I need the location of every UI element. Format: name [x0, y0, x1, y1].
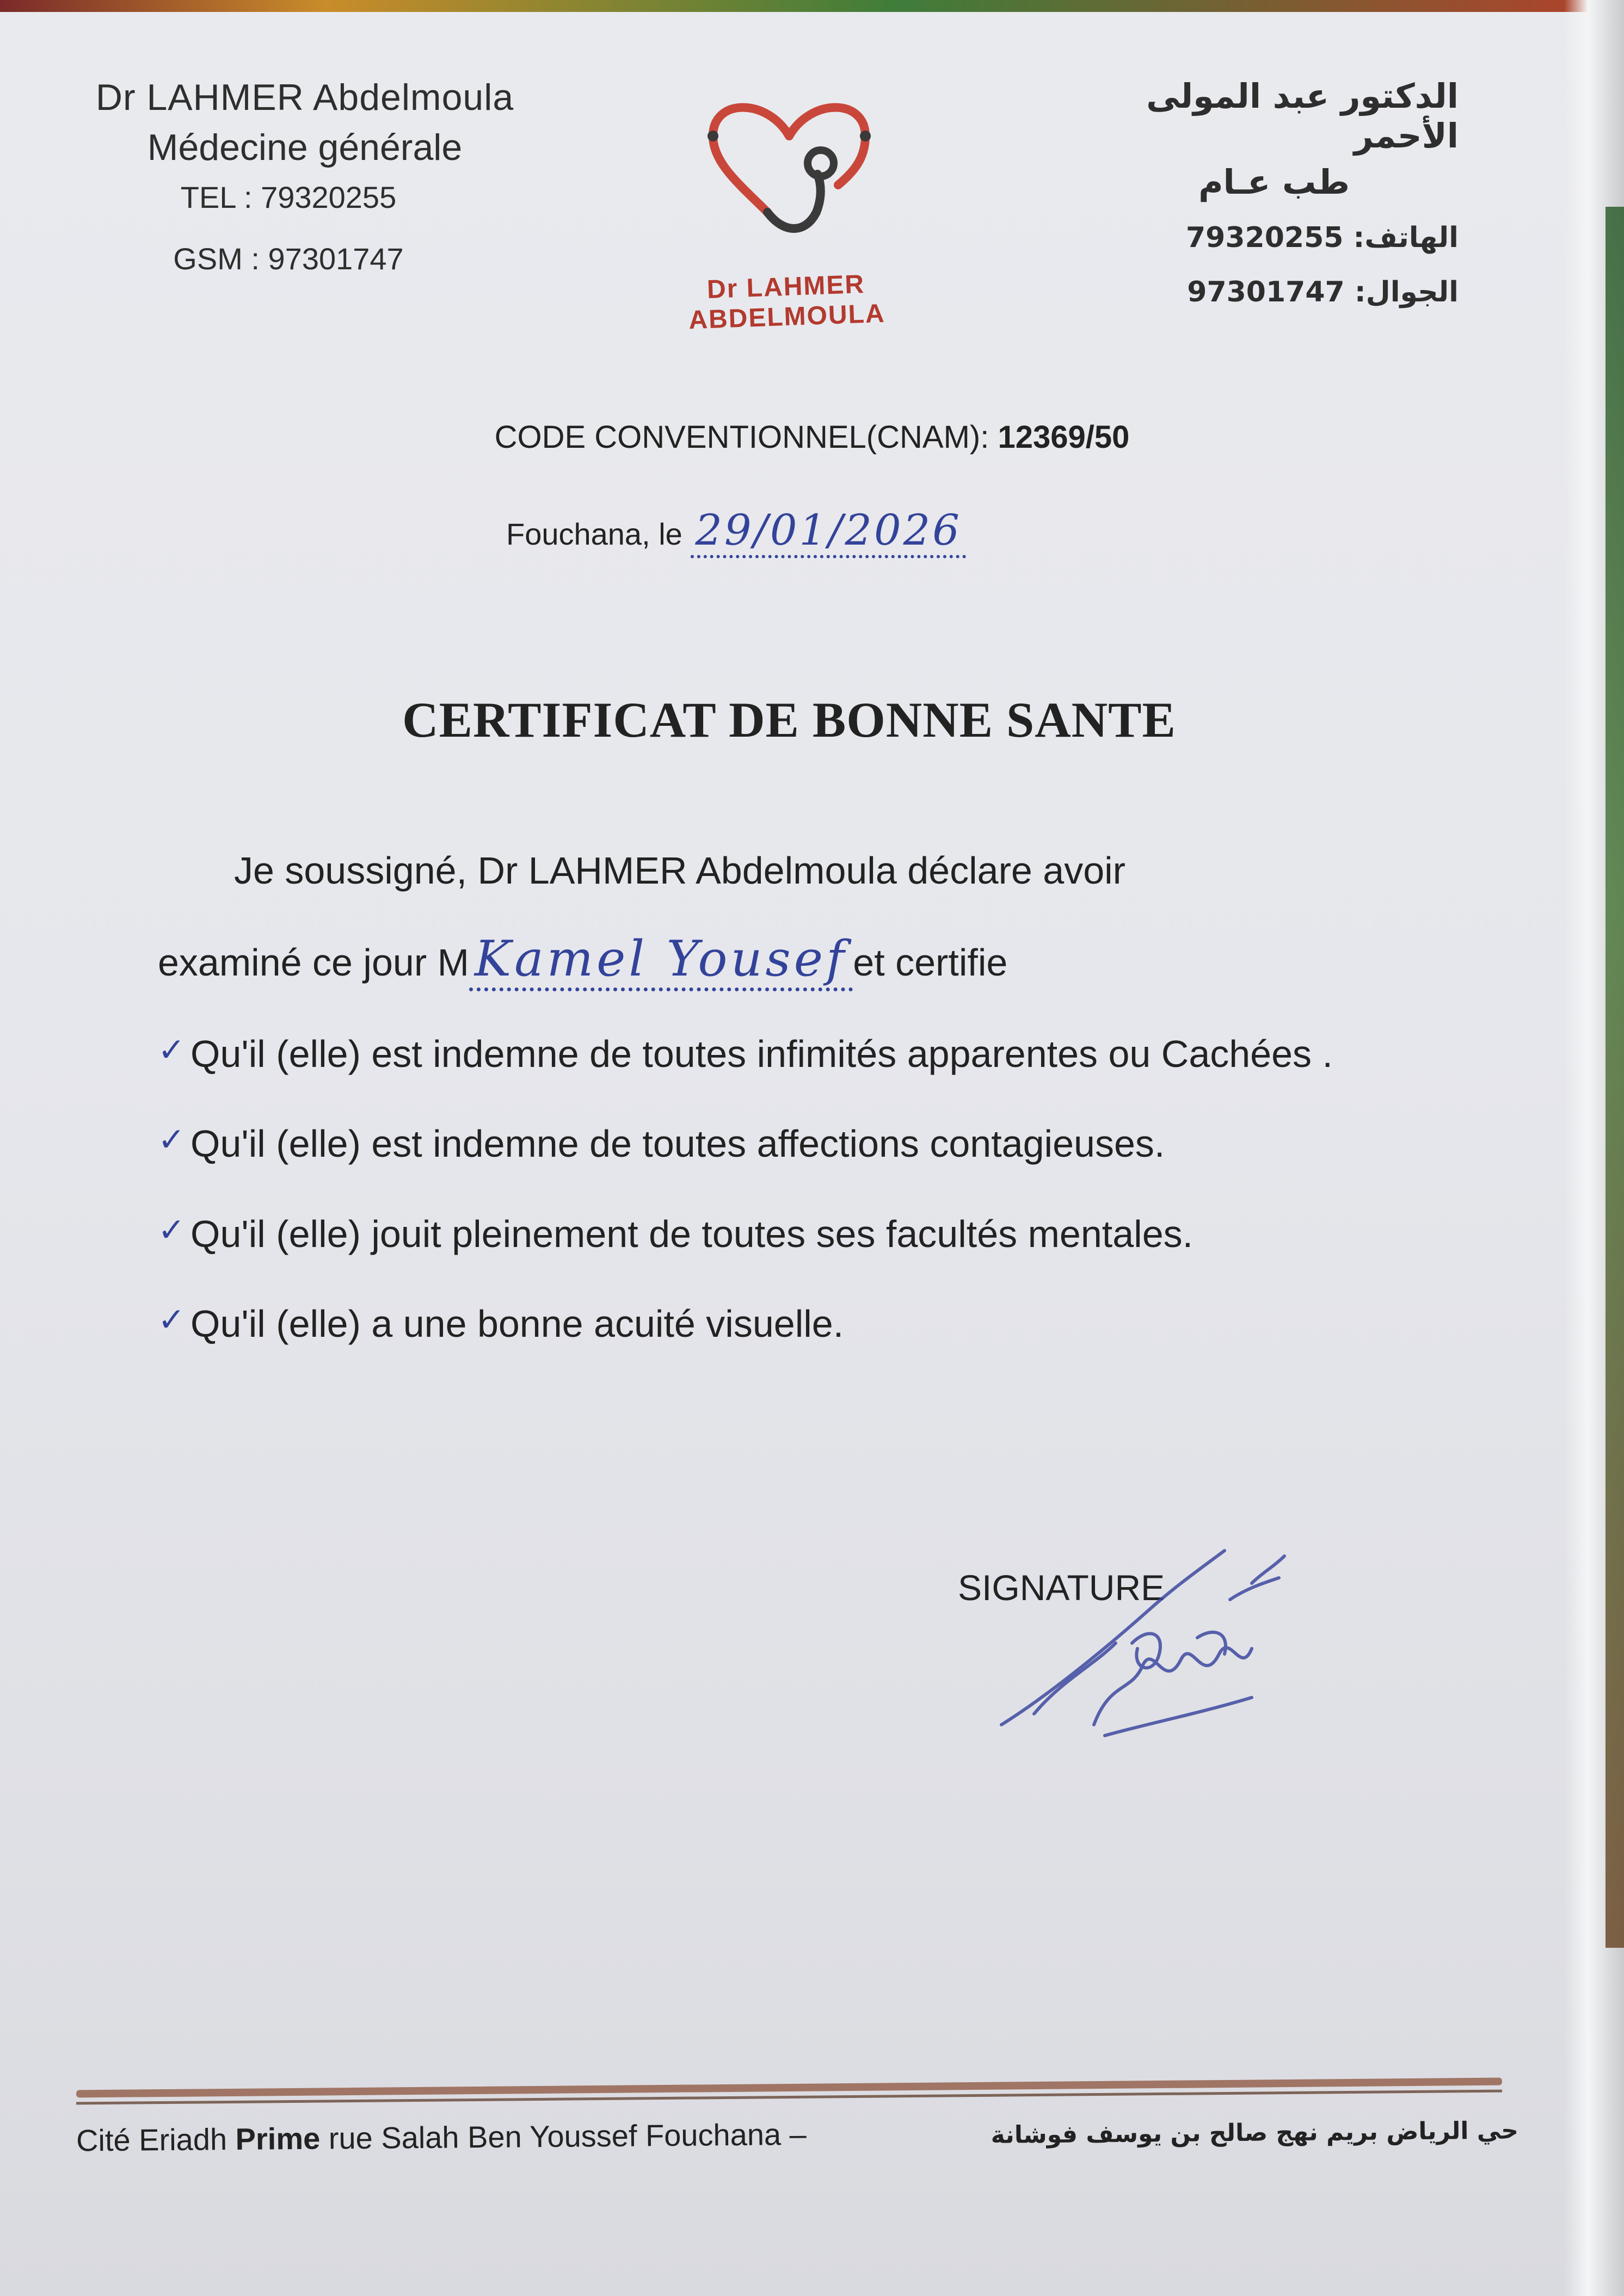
footer-divider [76, 2078, 1502, 2098]
list-item [158, 1121, 1464, 1167]
signature-stamp-icon [969, 1518, 1317, 1757]
doctor-mobile: GSM : 97301747 [173, 242, 404, 276]
examined-line [158, 930, 1464, 987]
declaration-line: Je soussigné, Dr LAHMER Abdelmoula déclare avoir [234, 849, 1125, 892]
footer-address-fr [76, 2116, 807, 2158]
list-item-text: Qu'il (elle) a une bonne acuité visuelle. [190, 1303, 844, 1345]
signature-label: SIGNATURE [958, 1567, 1165, 1608]
list-item [158, 1211, 1464, 1257]
checkmark-icon: ✓ [158, 1032, 186, 1068]
logo-text: Dr LAHMER ABDELMOULA [688, 269, 886, 335]
footer-address-part: Cité Eriadh [76, 2122, 236, 2158]
date-line [506, 506, 966, 555]
background-strip [0, 0, 1624, 12]
document-title: CERTIFICAT DE BONNE SANTE [402, 692, 1176, 748]
doctor-specialty-arabic: طب عـام [1198, 162, 1350, 202]
handwritten-patient-name: Kamel Yousef [469, 930, 853, 991]
footer-address [76, 2110, 1518, 2158]
checkmark-icon: ✓ [158, 1301, 186, 1338]
certificate-body [158, 849, 1464, 1348]
list-item-text: Qu'il (elle) jouit pleinement de toutes ses facultés mentales. [190, 1212, 1194, 1255]
cnam-code [0, 419, 1624, 455]
cnam-code-label: CODE CONVENTIONNEL(CNAM): [494, 419, 989, 455]
heart-stethoscope-icon [675, 76, 903, 250]
list-item-text: Qu'il (elle) est indemne de toutes affections contagieuses. [190, 1122, 1165, 1165]
doctor-phone-arabic: الهاتف: 79320255 [1185, 221, 1459, 254]
doctor-mobile-arabic: الجوال: 97301747 [1187, 276, 1459, 308]
cnam-code-value: 12369/50 [998, 419, 1130, 455]
examined-prefix: examiné ce jour M [158, 941, 469, 984]
list-item [158, 1301, 1464, 1347]
doctor-phone: TEL : 79320255 [180, 180, 397, 214]
footer-address-arabic: حي الرياض بريم نهج صالح بن يوسف فوشانة [991, 2116, 1519, 2149]
doctor-header-left [60, 76, 550, 276]
list-item-text: Qu'il (elle) est indemne de toutes infimités apparentes ou Cachées . [190, 1033, 1333, 1075]
doctor-specialty: Médecine générale [147, 127, 463, 168]
checkmark-icon: ✓ [158, 1211, 186, 1248]
date-label: Fouchana, le [506, 517, 682, 551]
checkmark-icon: ✓ [158, 1121, 186, 1158]
doctor-name-arabic: الدكتور عبد المولى الأحمر [1146, 76, 1459, 156]
handwritten-date: 29/01/2026 [691, 506, 966, 558]
footer-address-bold: Prime [235, 2121, 321, 2157]
doctor-header-right [1067, 76, 1459, 308]
background-edge [1605, 207, 1624, 1948]
doctor-name: Dr LAHMER Abdelmoula [95, 77, 514, 118]
examined-suffix: et certifie [853, 941, 1008, 984]
list-item [158, 1031, 1464, 1077]
footer-address-part: rue Salah Ben Youssef Fouchana – [319, 2116, 807, 2156]
